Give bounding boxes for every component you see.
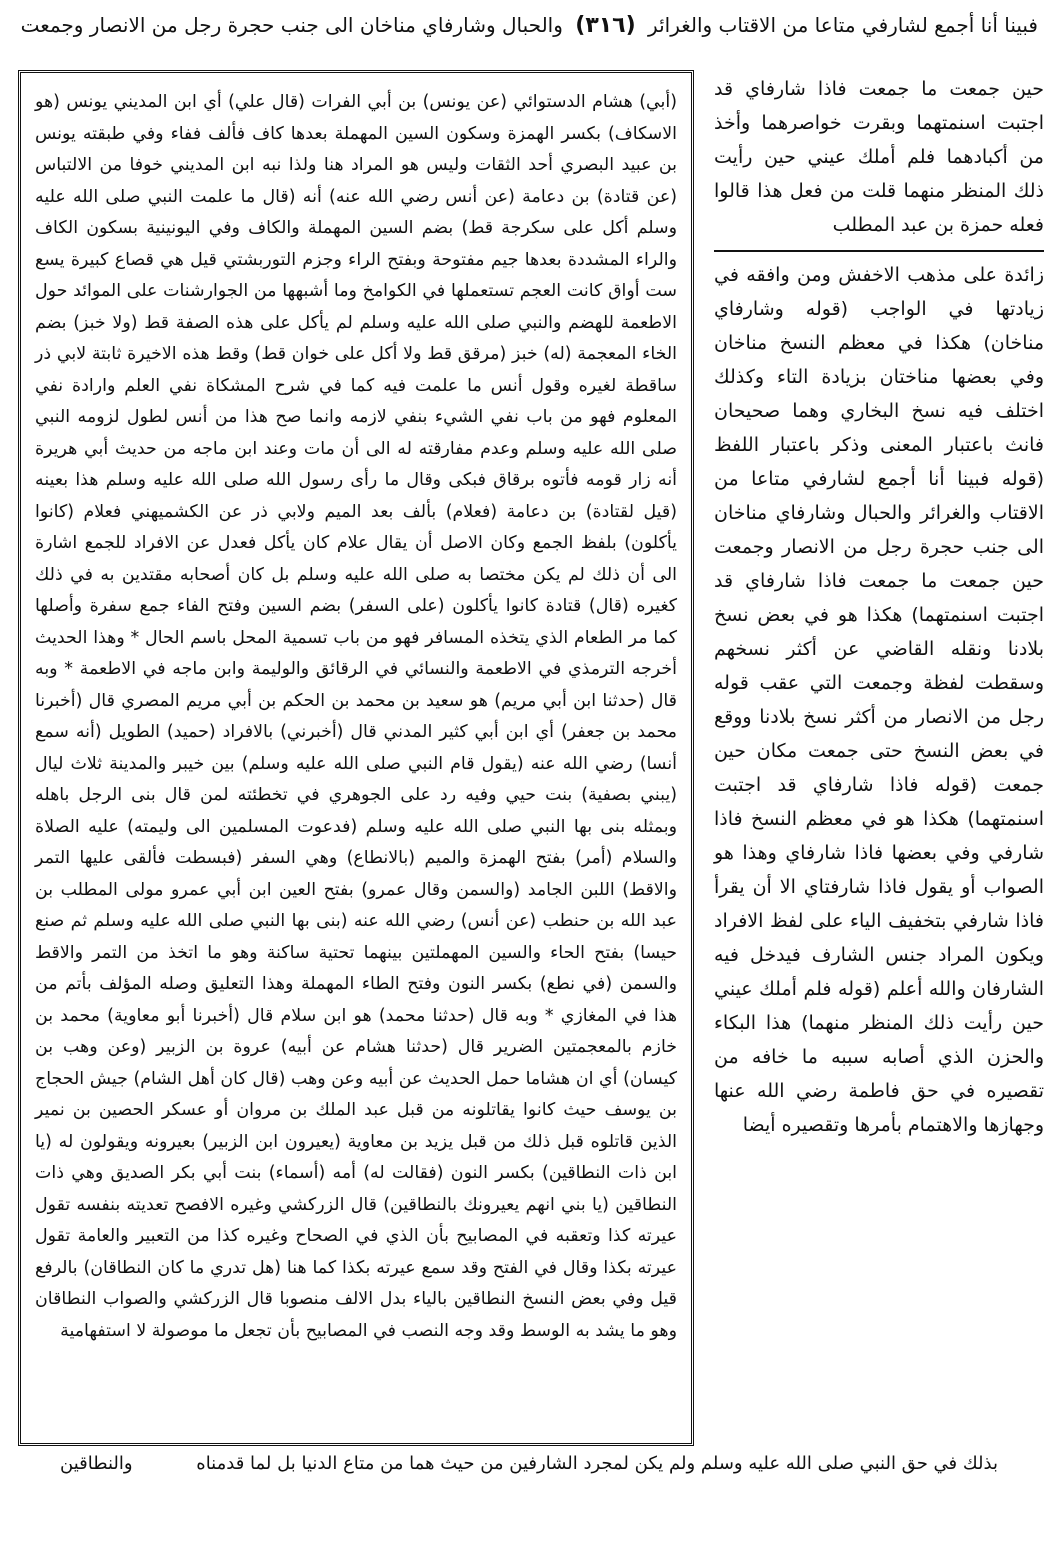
main-text-frame xyxy=(18,70,694,1446)
side-commentary xyxy=(714,72,1044,1142)
side-matn-text: حين جمعت ما جمعت فاذا شارفاي قد اجتبت اسنمتهما وبقرت خواصرهما وأخذ من أكبادهما فلم أملك عيني حين رأيت ذلك المنظر منهما قلت من فعل هذا قالوا فعله حمزة بن عبد المطلب xyxy=(714,78,1044,236)
side-divider xyxy=(714,250,1044,252)
side-notes-text: زائدة على مذهب الاخفش ومن وافقه في زيادتها في الواجب (قوله وشارفاي مناخان) هكذا في معظم النسخ مناخان وفي بعضها مناختان بزيادة التاء وكذلك اختلف فيه نسخ البخاري وهما صحيحان فانث باعتبار المعنى وذكر باعتبار اللفظ (قوله فبينا أنا أجمع لشارفي متاعا من الاقتاب والغرائر والحبال وشارفاي مناخان الى جنب حجرة رجل من الانصار وجمعت حين جمعت ما جمعت فاذا شارفاي قد اجتبت اسنمتهما) هكذا هو في بعض نسخ بلادنا ونقله القاضي عن أكثر نسخهم وسقطت لفظة وجمعت التي عقب قوله رجل من الانصار من أكثر نسخ بلادنا ووقع في بعض النسخ حتى جمعت مكان حين جمعت (قوله فاذا شارفاي قد اجتبت اسنمتهما) هكذا هو في معظم النسخ فاذا شارفي وفي بعضها فاذا شارفاي وهذا هو الصواب أو يقول فاذا شارفتاي الا أن يقرأ فاذا شارفي بتخفيف الياء على لفظ الافراد ويكون المراد جنس الشارف فيدخل فيه الشارفان والله أعلم (قوله فلم أملك عيني حين رأيت ذلك المنظر منهما) هذا البكاء والحزن الذي أصابه سببه ما خافه من تقصيره في حق فاطمة رضي الله عنها وجهازها والاهتمام بأمرها وتقصيره أيضا xyxy=(714,264,1044,1136)
main-commentary xyxy=(35,87,677,1347)
header-text-left: والحبال وشارفاي مناخان الى جنب حجرة رجل من الانصار وجمعت xyxy=(20,13,563,37)
footer-catchword: والنطاقين xyxy=(60,1453,133,1474)
page-footer xyxy=(60,1446,998,1486)
header-text-right: فبينا أنا أجمع لشارفي متاعا من الاقتاب والغرائر xyxy=(648,13,1038,37)
footer-continuation: بذلك في حق النبي صلى الله عليه وسلم ولم يكن لمجرد الشارفين من حيث هما من متاع الدنيا بل لما قدمناه xyxy=(196,1453,998,1474)
main-commentary-text: (أبي) هشام الدستوائي (عن يونس) بن أبي الفرات (قال علي) أي ابن المديني يونس (هو الاسكاف) بكسر الهمزة وسكون السين المهملة بعدها كاف فألف ففاء وفي طبقته يونس بن عبيد البصري أحد الثقات وليس هو المراد هنا ولذا نبه ابن المديني خوفا من الالتباس (عن قتادة) بن دعامة (عن أنس رضي الله عنه) أنه (قال ما علمت النبي صلى الله عليه وسلم أكل على سكرجة قط) بضم السين المهملة والكاف وفي اليونينية بسكون الكاف والراء المشددة بعدها جيم مفتوحة وبفتح الراء وجزم التوربشتي قيل هي قصاع كبيرة يسع ست أواق كانت العجم تستعملها في الكوامخ وما أشبهها من الجوارشنات على الموائد حول الاطعمة للهضم والنبي صلى الله عليه وسلم لم يأكل على هذه الصفة قط (ولا خبز) بضم الخاء المعجمة (له) خبز (مرقق قط ولا أكل على خوان قط) وقط هذه الاخيرة ثابتة لابي ذر ساقطة لغيره وقول أنس ما علمت فيه كما في شرح المشكاة نفي العلم وارادة نفي المعلوم فهو من باب نفي الشيء بنفي لازمه وانما صح هذا من أنس لطول لزومه النبي صلى الله عليه وسلم وعدم مفارقته له الى أن مات وعند ابن ماجه من حديث أبي هريرة أنه زار قومه فأتوه برقاق فبكى وقال ما رأى رسول الله صلى الله عليه وسلم هذا بعينه (قيل لقتادة) بن دعامة (فعلام) بألف بعد الميم ولابي ذر عن الكشميهني فعلام (كانوا يأكلون) بلفظ الجمع وكان الاصل أن يقال علام كان يأكل فعدل عن الافراد للجمع اشارة الى أن ذلك لم يكن مختصا به صلى الله عليه وسلم بل كان أصحابه مقتدين به في ذلك كغيره (قال) قتادة كانوا يأكلون (على السفر) بضم السين وفتح الفاء جمع سفرة وأصلها كما مر الطعام الذي يتخذه المسافر فهو من باب تسمية المحل باسم الحال * وهذا الحديث أخرجه الترمذي في الاطعمة والنسائي في الرقائق والوليمة وابن ماجه في الاطعمة * وبه قال (حدثنا ابن أبي مريم) هو سعيد بن محمد بن الحكم بن أبي مريم المصري قال (أخبرنا محمد بن جعفر) أي ابن أبي كثير المدني قال (أخبرني) بالافراد (حميد) الطويل (أنه سمع أنسا) رضي الله عنه (يقول قام النبي صلى الله عليه وسلم) بين خيبر والمدينة ثلاث ليال (يبني بصفية) بنت حيي وفيه رد على الجوهري في تخطئته لمن قال بنى الرجل باهله وبمثله بنى بها النبي صلى الله عليه وسلم (فدعوت المسلمين الى وليمته) عليه الصلاة والسلام (أمر) بفتح الهمزة والميم (بالانطاع) وهي السفر (فبسطت فألقى عليها التمر والاقط) اللبن الجامد (والسمن وقال عمرو) بفتح العين ابن أبي عمرو مولى المطلب بن عبد الله بن حنطب (عن أنس) رضي الله عنه (بنى بها النبي صلى الله عليه وسلم ثم صنع حيسا) بفتح الحاء والسين المهملتين بينهما تحتية ساكنة وهو ما اتخذ من التمر والاقط والسمن (في نطع) بكسر النون وفتح الطاء المهملة وهذا التعليق وصله المؤلف بأتم من هذا في المغازي * وبه قال (حدثنا محمد) هو ابن سلام قال (أخبرنا أبو معاوية) محمد بن خازم بالمعجمتين الضرير قال (حدثنا هشام عن أبيه) عروة بن الزبير (وعن وهب بن كيسان) أي ان هشاما حمل الحديث عن أبيه وعن وهب (قال كان أهل الشام) جيش الحجاج بن يوسف حيث كانوا يقاتلونه من قبل عبد الملك بن مروان أو عسكر الحصين بن نمير الذين قاتلوه قبل ذلك من قبل يزيد بن معاوية (يعيرون ابن الزبير) بعيرونه ويقولون له (يا ابن ذات النطاقين) بكسر النون (فقالت له) أمه (أسماء) بنت أبي بكر الصديق وهي ذات النطاقين (يا بني انهم يعيرونك بالنطاقين) قال الزركشي وغيره الافصح تعديته بنفسه تقول عيرته كذا وتعقبه في المصابيح بأن الذي في الصحاح وغيره كذا من التعبير والعامة تقول عيرته بكذا وقال في الفتح وقد سمع عيرته بكذا كما هنا (هل تدري ما كان النطاقان) بالرفع قيل وفي بعض النسخ النطاقين بالياء بدل الالف منصوبا قال الزركشي والصواب النطاقان وهو ما يشد به الوسط وقد وجه النصب في المصابيح بأن تجعل ما موصولة لا استفهامية xyxy=(35,92,677,1341)
page-number: (٣١٦) xyxy=(575,13,636,38)
page-header xyxy=(20,10,1038,72)
